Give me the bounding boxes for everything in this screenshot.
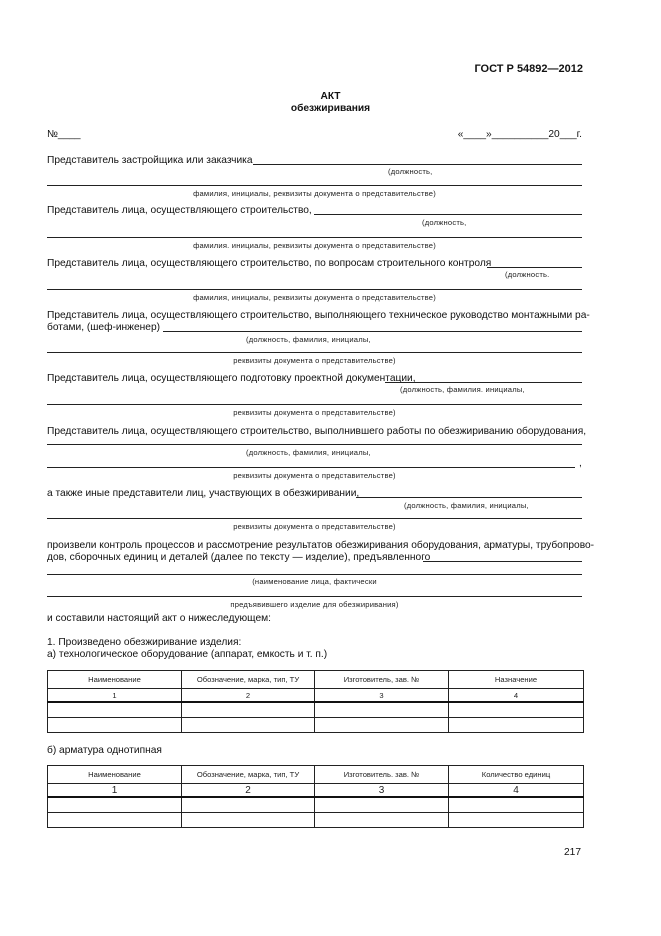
table-cell	[182, 718, 315, 733]
table-cell	[48, 797, 182, 813]
caption: (должность.	[505, 270, 550, 279]
closing-statement: и составили настоящий акт о нижеследующем:	[47, 613, 271, 624]
table-cell	[315, 813, 449, 828]
chief-engineer-line	[163, 331, 582, 332]
table-row	[48, 702, 584, 718]
table-cell	[48, 702, 182, 718]
fill-line	[47, 404, 582, 405]
table-cell	[449, 718, 584, 733]
table-cell	[449, 813, 584, 828]
degreasing-section-title: 1. Произведено обезжиривание изделия:	[47, 637, 242, 648]
valves-subsection-title: б) арматура однотипная	[47, 745, 162, 756]
caption: (должность, фамилия, инициалы,	[246, 335, 371, 344]
table-cell	[48, 813, 182, 828]
column-number: 2	[182, 784, 315, 798]
table-header-row	[48, 671, 584, 689]
chief-engineer-label-line1: Представитель лица, осуществляющего строительство, выполняющего техническое руководство монтажными ра-	[47, 310, 590, 321]
caption: фамилия. инициалы, реквизиты документа о представительстве)	[193, 241, 436, 250]
fill-line	[47, 574, 582, 575]
table-cell	[182, 797, 315, 813]
column-number: 3	[315, 784, 449, 798]
design-representative-label: Представитель лица, осуществляющего подготовку проектной документации,	[47, 373, 416, 384]
table-number-row	[48, 689, 584, 703]
trailing-comma: ,	[579, 458, 582, 469]
table-number-row	[48, 784, 584, 798]
caption: (должность,	[422, 218, 467, 227]
table-cell	[315, 702, 449, 718]
caption: реквизиты документа о представительстве)	[233, 471, 396, 480]
table-row	[48, 718, 584, 733]
customer-representative-label: Представитель застройщика или заказчика	[47, 155, 253, 166]
column-header: Количество единиц	[449, 766, 584, 784]
presenter-line	[423, 561, 582, 562]
other-representatives-label: а также иные представители лиц, участвующих в обезжиривании,	[47, 488, 360, 499]
fill-line	[47, 352, 582, 353]
table-header-row	[48, 766, 584, 784]
table-cell	[48, 718, 182, 733]
table-cell	[449, 797, 584, 813]
page-number: 217	[564, 847, 581, 858]
column-header: Изготовитель. зав. №	[315, 766, 449, 784]
fill-line	[47, 467, 575, 468]
builder-representative-label: Представитель лица, осуществляющего строительство,	[47, 205, 312, 216]
column-header: Назначение	[449, 671, 584, 689]
customer-representative-line	[253, 164, 582, 165]
column-header: Наименование	[48, 766, 182, 784]
control-representative-line	[487, 267, 582, 268]
standard-number: ГОСТ Р 54892—2012	[474, 63, 583, 75]
caption: (должность, фамилия, инициалы,	[246, 448, 371, 457]
column-number: 3	[315, 689, 449, 703]
valves-table	[47, 765, 584, 828]
column-number: 4	[449, 689, 584, 703]
column-number: 1	[48, 689, 182, 703]
column-header: Обозначение, марка, тип, ТУ	[182, 671, 315, 689]
column-number: 1	[48, 784, 182, 798]
act-title: АКТ	[320, 91, 341, 102]
caption: реквизиты документа о представительстве)	[233, 522, 396, 531]
column-number: 4	[449, 784, 584, 798]
column-header: Изготовитель, зав. №	[315, 671, 449, 689]
fill-line	[47, 518, 582, 519]
table-cell	[449, 702, 584, 718]
act-date-field: «____»__________20___г.	[457, 129, 582, 140]
caption: (должность, фамилия. инициалы,	[400, 385, 525, 394]
equipment-table	[47, 670, 584, 733]
caption: фамилия, инициалы, реквизиты документа о представительстве)	[193, 293, 436, 302]
fill-line	[47, 596, 582, 597]
inspection-text-line2: дов, сборочных единиц и деталей (далее по тексту — изделие), предъявленного	[47, 552, 431, 563]
act-number-field: №____	[47, 129, 81, 140]
fill-line	[47, 237, 582, 238]
degreasing-contractor-line	[47, 444, 582, 445]
degreasing-contractor-label: Представитель лица, осуществляющего строительство, выполнившего работы по обезжириванию оборудования,	[47, 426, 587, 437]
column-number: 2	[182, 689, 315, 703]
table-cell	[182, 813, 315, 828]
control-representative-label: Представитель лица, осуществляющего строительство, по вопросам строительного контроля	[47, 258, 492, 269]
caption: фамилия, инициалы, реквизиты документа о представительстве)	[193, 189, 436, 198]
inspection-text-line1: произвели контроль процессов и рассмотрение результатов обезжиривания оборудования, арматуры, трубопрово-	[47, 540, 595, 551]
caption: предъявившего изделие для обезжиривания)	[230, 600, 399, 609]
fill-line	[47, 289, 582, 290]
chief-engineer-label-line2: ботами, (шеф-инженер)	[47, 322, 161, 333]
act-subtitle: обезжиривания	[290, 103, 371, 114]
caption: (наименование лица, фактически	[252, 577, 377, 586]
caption: реквизиты документа о представительстве)	[233, 408, 396, 417]
table-cell	[315, 797, 449, 813]
column-header: Наименование	[48, 671, 182, 689]
caption: (должность, фамилия, инициалы,	[404, 501, 529, 510]
table-row	[48, 813, 584, 828]
fill-line	[47, 185, 582, 186]
builder-representative-line	[314, 214, 582, 215]
caption: (должность,	[388, 167, 433, 176]
other-representatives-line	[356, 497, 582, 498]
table-cell	[182, 702, 315, 718]
equipment-subsection-title: а) технологическое оборудование (аппарат, емкость и т. п.)	[47, 649, 328, 660]
design-representative-line	[385, 382, 582, 383]
column-header: Обозначение, марка, тип, ТУ	[182, 766, 315, 784]
table-cell	[315, 718, 449, 733]
caption: реквизиты документа о представительстве)	[233, 356, 396, 365]
table-row	[48, 797, 584, 813]
